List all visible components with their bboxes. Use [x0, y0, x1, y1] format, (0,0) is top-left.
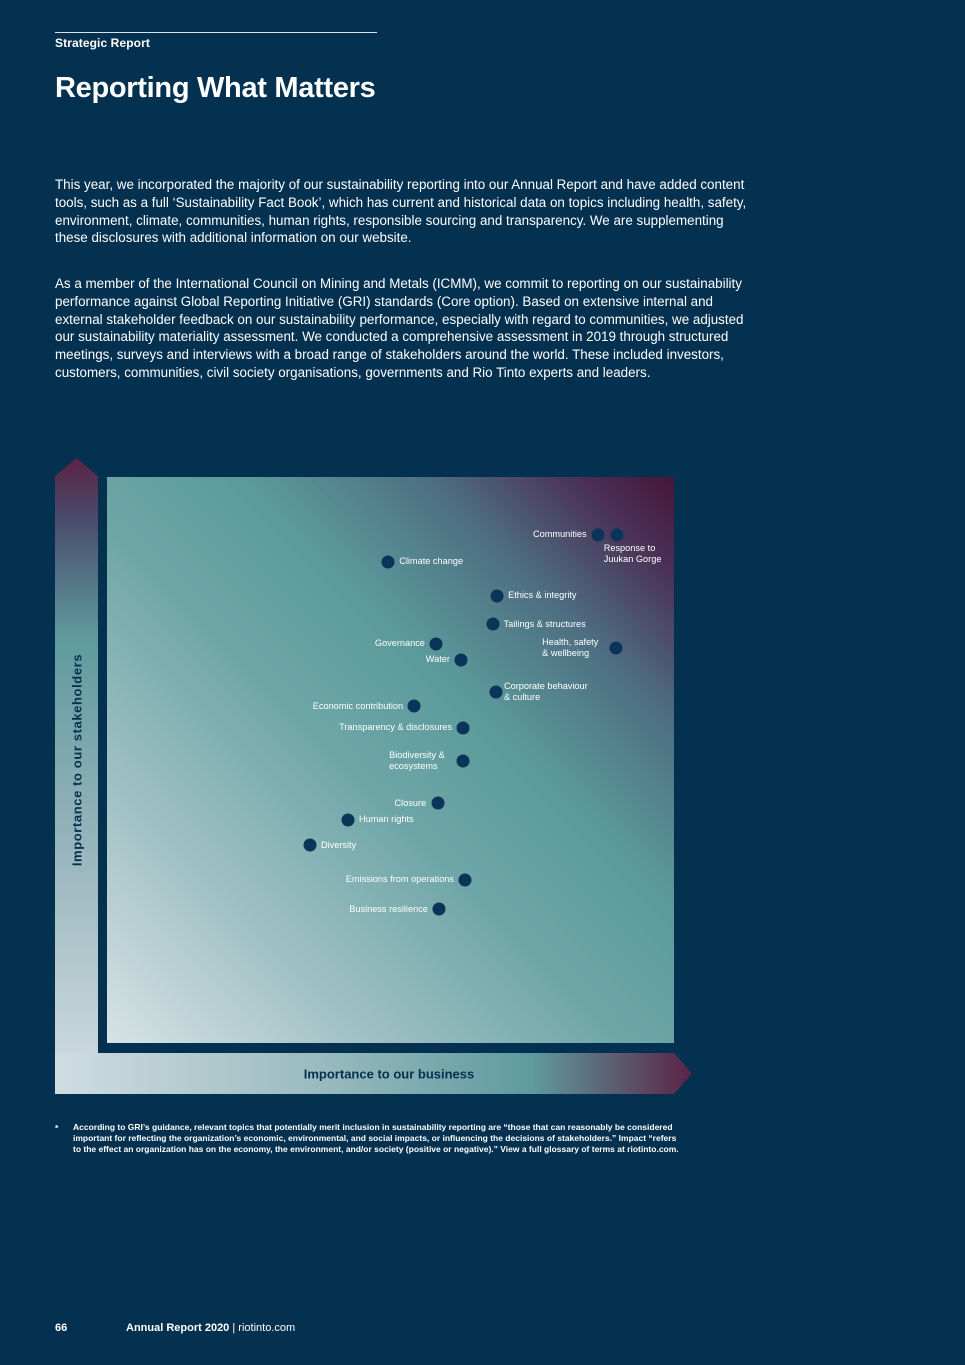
point-tailings-and-structures [486, 618, 499, 631]
point-governance [429, 637, 442, 650]
point-health-safety-and-wellbeing [610, 642, 623, 655]
header-rule [55, 32, 377, 33]
point-response-to-juukan-gorge [610, 528, 623, 541]
label-communities: Communities [533, 529, 587, 540]
x-axis-label: Importance to our business [303, 1066, 475, 1082]
section-label: Strategic Report [55, 36, 150, 50]
point-communities [592, 528, 605, 541]
footer-report-title: Annual Report 2020 [126, 1322, 230, 1334]
point-human-rights [341, 813, 354, 826]
footnote: According to GRI’s guidance, relevant topics that potentially merit inclusion in sustainability reporting are “those that can reasonably be considered important for reflecting the organization’s economic, environmental, and social impacts, or influencing the decisions of stakeholders.” Impact “refers to the effect an organization has on the economy, the environment, and/or society (positive or negative).” View a full glossary of terms at riotinto.com. [73, 1122, 679, 1154]
intro-paragraph: This year, we incorporated the majority of our sustainability reporting into our Annual Report and have added content tools, such as a full ‘Sustainability Fact Book’, which has current and historical data on topics including health, safety, environment, climate, communities, human rights, responsible sourcing and transparency. We are supplementing these disclosures with additional information on our website. [55, 177, 747, 246]
footer-publication [126, 1322, 295, 1334]
point-biodiversity-and-ecosystems [457, 755, 470, 768]
footnote-marker: * [55, 1123, 59, 1133]
footer-website[interactable]: riotinto.com [238, 1322, 296, 1334]
label-diversity: Diversity [320, 839, 357, 850]
y-axis-label: Importance to our stakeholders [69, 653, 85, 867]
label-emissions-from-operations: Emissions from operations [345, 874, 455, 885]
point-closure [431, 797, 444, 810]
point-corporate-behaviour-and-culture [489, 686, 502, 699]
label-economic-contribution: Economic contribution [312, 700, 404, 711]
point-climate-change [382, 555, 395, 568]
icmm-paragraph: As a member of the International Council on Mining and Metals (ICMM), we commit to reporting on our sustainability performance against Global Reporting Initiative (GRI) standards (Core option). Based on extensive internal and external stakeholder feedback on our sustainability performance, especially with regard to communities, we adjusted our sustainability materiality assessment. We conducted a comprehensive assessment in 2019 through structured meetings, surveys and interviews with a broad range of stakeholders around the world. These included investors, customers, communities, civil society organisations, governments and Rio Tinto experts and leaders. [55, 276, 744, 380]
label-governance: Governance [374, 638, 425, 649]
label-response-to-juukan-gorge: Response to Juukan Gorge [603, 542, 662, 564]
point-water [454, 653, 467, 666]
matrix-panel [107, 477, 674, 1043]
footer-separator: | [229, 1322, 239, 1334]
point-economic-contribution [407, 700, 420, 713]
label-human-rights: Human rights [358, 814, 414, 825]
page-title: Reporting What Matters [55, 72, 376, 104]
label-transparency-and-disclosures: Transparency & disclosures [339, 722, 453, 733]
point-business-resilience [433, 903, 446, 916]
label-climate-change: Climate change [399, 556, 464, 567]
label-corporate-behaviour-and-culture: Corporate behaviour & culture [503, 681, 588, 703]
label-tailings-and-structures: Tailings & structures [503, 618, 586, 629]
label-closure: Closure [394, 797, 427, 808]
label-business-resilience: Business resilience [349, 903, 428, 914]
label-health-safety-and-wellbeing: Health, safety & wellbeing [542, 637, 599, 659]
point-diversity [303, 839, 316, 852]
point-ethics-and-integrity [491, 589, 504, 602]
point-transparency-and-disclosures [457, 721, 470, 734]
page-number: 66 [55, 1322, 68, 1334]
label-biodiversity-and-ecosystems: Biodiversity & ecosystems [389, 750, 445, 772]
point-emissions-from-operations [458, 873, 471, 886]
label-water: Water [425, 654, 450, 665]
label-ethics-and-integrity: Ethics & integrity [508, 590, 577, 601]
